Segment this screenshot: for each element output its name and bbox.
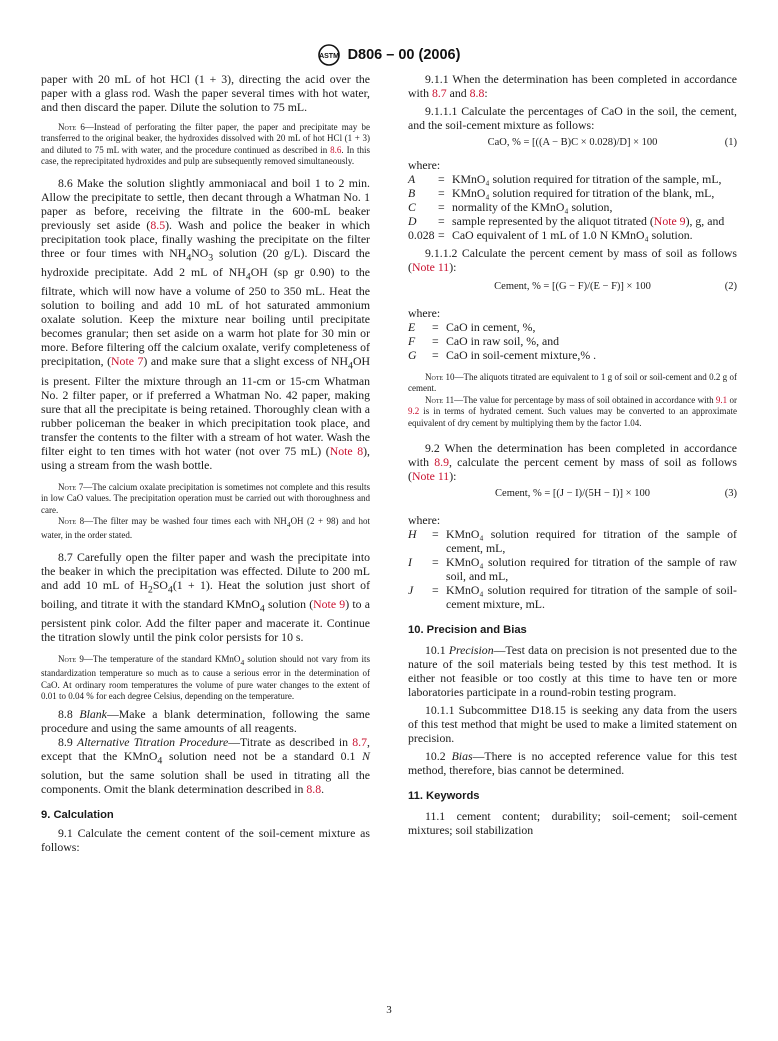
paragraph: paper with 20 mL of hot HCl (1 + 3), directing the acid over the paper with a glass rod. Wash the paper several times with hot water, and then discard the paper. Dilute the solution to 75 mL. [41,72,370,114]
astm-logo-icon [318,44,340,66]
section-8-6: 8.6 Make the solution slightly ammoniacal and boil 1 to 2 min. Allow the precipitate to settle, then decant through a Whatman No. 1 paper as before, receiving the filtrate in the 600-mL beaker previously set aside (8.5). Wash and police the beaker in which precipitation took place, finally washing the precipitate on the filter three or four times with $NH_4NO_3$ solution (20 g/L). Discard the hydroxide precipitate. Add 2 mL of $NH_4OH$ (sp gr 0.90) to the filtrate, which will now have a volume of 250 to 350 mL. Heat the solution to boiling and add 10 mL of hot saturated ammonium oxalate solution. Keep the mixture near boiling until precipitate becomes granular; then set aside on a warm hot plate for 30 min or more. Before filtering off the calcium oxalate, verify completeness of precipitation, (Note 7) and make sure that a slight excess of $NH_4OH$ is present. Filter the mixture through an 11-cm or 15-cm Whatman No. 2 filter paper, or if preferred a Whatman No. 42 paper, making sure that all the precipitate is being retained. Thoroughly clean with a rubber policeman the beaker in which precipitation took place, and transfer the contents to the filter with a stream of hot water. Wash the filter eight to ten times with hot water (not over 75 mL) (Note 8), using a stream from the wash bottle. [41,175,371,472]
equals-sign: = [438,228,445,242]
where-label: where: [408,306,441,320]
definition-row [408,334,737,348]
definition-row [408,348,737,362]
where-label: where: [408,513,441,528]
note-8: Note 8—The filter may be washed four times each with $NH_4OH$ (2 + 98) and hot water, in the order stated. [41,515,370,541]
definition-symbol: H [408,527,417,542]
xref-link[interactable]: 8.7 [352,734,368,749]
equals-sign: = [432,320,439,334]
equals-sign: = [432,555,439,570]
definition-row [408,172,737,186]
definition-text: CaO in soil-cement mixture,% . [446,348,597,362]
xref-link[interactable]: Note 11 [411,469,450,484]
section-10-2: 10.2 Bias—There is no accepted reference value for this test method, therefore, bias cannot be determined. [408,749,737,778]
section-9-1-1-1: 9.1.1.1 Calculate the percentages of CaO in the soil, the cement, and the soil-cement mixture as follows: [408,104,737,132]
xref-link[interactable]: 8.8 [306,782,322,797]
definition-symbol: J [408,583,414,598]
right-column [408,72,737,837]
equation-1: CaO, % = [((A − B)C × 0.028)/D] × 100 (1) [487,137,737,148]
equals-sign: = [432,348,439,362]
xref-link[interactable]: 8.8 [469,86,485,100]
xref-link[interactable]: Note 9 [313,596,346,611]
section-10-1: 10.1 Precision—Test data on precision is not presented due to the nature of the soil materials being tested by this test method. It is either not feasible or too costly at this time to have ten or more laboratories participate in a round-robin testing program. [408,643,737,700]
definition-symbol: D [408,214,417,228]
definition-row [408,228,737,242]
equation-3: Cement, % = [(J − I)/(5H − I)] × 100 (3) [495,488,737,500]
section-9-1-1: 9.1.1 When the determination has been completed in accordance with 8.7 and 8.8: [408,72,737,100]
definition-text: KMnO₄ solution required for titration of the sample of raw soil, and mL, [446,555,737,584]
xref-link[interactable]: 9.1 [715,394,728,405]
xref-link[interactable]: 8.6 [330,144,342,155]
definition-text: KMnO₄ solution required for titration of the sample of cement, mL, [446,527,737,556]
section-8-9: 8.9 Alternative Titration Procedure—Titrate as described in 8.7, except that the KMnO$_4$ solution need not be a standard 0.1 N solution, but the same solution shall be used in titrating all the components. Omit the blank determination described in 8.8. [41,734,370,797]
section-heading: 9. Calculation [41,809,114,822]
document-code: D806 – 00 (2006) [347,47,461,63]
section-8-7: 8.7 Carefully open the filter paper and wash the precipitate into the beaker in which the precipitation was effected. Dilute to 200 mL and add 10 mL of $H_2SO_4(1 + 1)$. Heat the solution just short of boiling, and titrate it with the standard KMnO$_4$ solution (Note 9) to a persistent pink color. Add the filter paper and macerate it. Continue the titration slowly until the pink color persists for 10 s. [41,549,371,645]
xref-link[interactable]: Note 7 [111,354,144,369]
section-11-1: 11.1 cement content; durability; soil-cement; soil-cement mixtures; soil stabilization [408,809,737,838]
definition-row [408,555,737,583]
note-7: Note 7—The calcium oxalate precipitation is sometimes not complete and this results in low CaO values. The precipitation operation must be carried out with thoroughness and care. [41,481,370,515]
page-header [0,44,778,66]
definition-row [408,320,737,334]
definition-text: KMnO₄ solution required for titration of the blank, mL, [452,186,715,200]
definition-symbol: B [408,186,416,200]
definition-row [408,214,737,228]
equals-sign: = [432,527,439,542]
definition-text: KMnO₄ solution required for titration of the sample of soil-cement mixture, mL. [446,583,737,612]
xref-link[interactable]: 8.7 [431,86,447,100]
svg-text:ASTM: ASTM [318,53,339,60]
equals-sign: = [438,214,445,228]
definition-symbol: 0.028 [408,228,435,242]
definition-text: CaO equivalent of 1 mL of 1.0 N KMnO₄ solution. [452,228,693,242]
equation-2: Cement, % = [(G − F)/(E − F)] × 100 (2) [494,281,737,292]
equals-sign: = [432,334,439,348]
definition-symbol: I [408,555,412,570]
section-9-1: 9.1 Calculate the cement content of the soil-cement mixture as follows: [41,826,370,855]
xref-link[interactable]: Note 8 [329,443,364,458]
equals-sign: = [432,583,439,598]
where-label: where: [408,158,441,172]
section-heading: 10. Precision and Bias [408,624,527,637]
definition-row [408,200,737,214]
definition-text: KMnO₄ solution required for titration of the sample, mL, [452,172,722,186]
equals-sign: = [438,200,445,214]
left-column [41,72,370,854]
definition-symbol: E [408,320,416,334]
note-9: Note 9—The temperature of the standard KMnO$_4$ solution should not vary from its standardization temperature so much as to cause a serious error in the determination of CaO. At ordinary room temperatures the volume of pure water changes to the extent of 0.01 to 0.04 % for each degree Celsius, depending on the temperature. [41,654,370,702]
definition-row [408,527,737,555]
xref-link[interactable]: 8.9 [434,455,449,470]
note-10: Note 10—The aliquots titrated are equivalent to 1 g of soil or soil-cement and 0.2 g of cement. [408,372,737,394]
definition-symbol: C [408,200,416,214]
xref-link[interactable]: 9.2 [408,406,420,417]
definition-text: sample represented by the aliquot titrated (Note 9), g, and [452,214,725,228]
definition-text: CaO in raw soil, %, and [446,334,560,348]
page-number: 3 [386,1004,392,1016]
definition-list [408,172,737,242]
section-8-8: 8.8 Blank—Make a blank determination, following the same procedure and using the same amounts of all reagents. [41,706,370,735]
definition-list [408,527,737,611]
definition-symbol: A [408,172,416,186]
equals-sign: = [438,172,445,186]
definition-row [408,186,737,200]
section-9-2: 9.2 When the determination has been completed in accordance with 8.9, calculate the percent cement by mass of soil as follows (Note 11): [408,441,737,484]
section-10-1-1: 10.1.1 Subcommittee D18.15 is seeking any data from the users of this test method that might be used to make a limited statement on precision. [408,703,737,746]
xref-link[interactable]: Note 11 [411,260,450,274]
note-11: Note 11—The value for percentage by mass of soil obtained in accordance with 9.1 or 9.2 is in terms of hydrated cement. Such values may be converted to an approximate equivalent of dry cement by multiplying them by the factor 1.04. [408,394,737,428]
xref-link[interactable]: 8.5 [150,217,166,232]
definition-text: CaO in cement, %, [446,320,536,334]
definition-list [408,320,737,362]
xref-link[interactable]: Note 9 [653,214,686,228]
definition-row [408,583,737,611]
note-6: Note 6—Instead of perforating the filter paper, the paper and precipitate may be transferred to the original beaker, the hydroxides dissolved with 20 mL of hot HCl (1 + 3) and diluted to 75 mL with water, and the procedure continued as described in 8.6. In this case, the reprecipitated hydroxides and pulp are subsequently removed simultaneously. [41,122,370,167]
equals-sign: = [438,186,445,200]
definition-symbol: G [408,348,417,362]
section-9-1-1-2: 9.1.1.2 Calculate the percent cement by mass of soil as follows (Note 11): [408,246,737,274]
definition-symbol: F [408,334,416,348]
definition-text: normality of the KMnO₄ solution, [452,200,613,214]
section-heading: 11. Keywords [408,790,480,803]
